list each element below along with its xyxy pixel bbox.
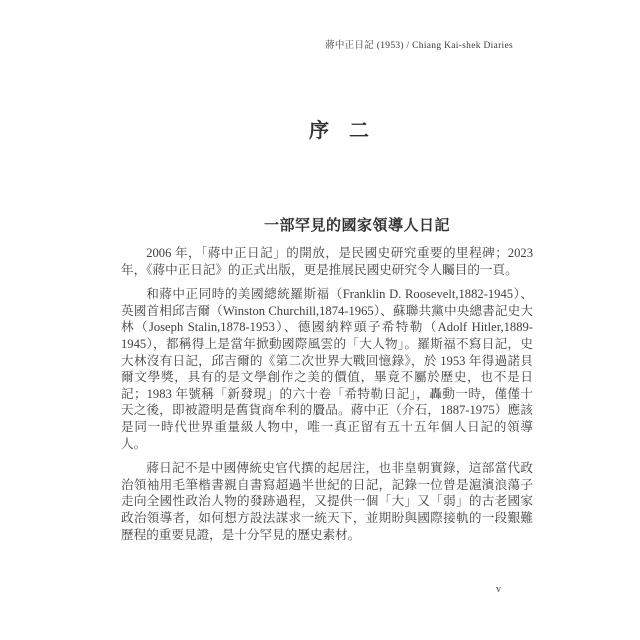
chapter-title: 序 二 <box>309 120 369 142</box>
running-header: 蔣中正日記 (1953) / Chiang Kai-shek Diaries <box>325 41 513 51</box>
page-number: v <box>496 584 501 595</box>
paragraph-1: 2006 年，「蔣中正日記」的開放，是民國史研究重要的里程碑；2023 年，《蔣中正日記》的正式出版，更是推展民國史研究令人矚目的一頁。 <box>121 246 533 277</box>
paragraph-3: 蔣日記不是中國傳統史官代撰的起居注，也非皇朝實錄，這部當代政治領袖用毛筆楷書親自書寫超過半世紀的日記，記錄一位曾是滬濱浪蕩子走向全國性政治人物的發跡過程，又提供一個「大」又「弱」的古老國家政治領導者，如何想方設法謀求一統天下，並期盼與國際接軌的一段艱難歷程的重要見證，是十分罕見的歷史素材。 <box>121 461 533 542</box>
body-text <box>121 245 533 551</box>
paragraph-2: 和蔣中正同時的美國總統羅斯福（Franklin D. Roosevelt,1882-1945）、英國首相邱吉爾（Winston Churchill,1874-1965）、蘇聯共黨中央總書記史大林（Joseph Stalin,1878-1953）、德國納粹頭子希特勒（Adolf Hitler,1889-1945），都稱得上是當年掀動國際風雲的「大人物」。羅斯福不寫日記，史大林沒有日記，邱吉爾的《第二次世界大戰回憶錄》，於 1953 年得過諾貝爾文學獎，具有的是文學創作之美的價值，畢竟不屬於歷史，也不是日記；1983 年號稱「新發現」的六十卷「希特勒日記」，轟動一時，僅僅十天之後，即被證明是舊貨商牟利的贗品。蔣中正（介石，1887-1975）應該是同一時代世界重量級人物中，唯一真正留有五十五年個人日記的領導人。 <box>121 287 533 451</box>
section-heading: 一部罕見的國家領導人日記 <box>264 218 451 234</box>
